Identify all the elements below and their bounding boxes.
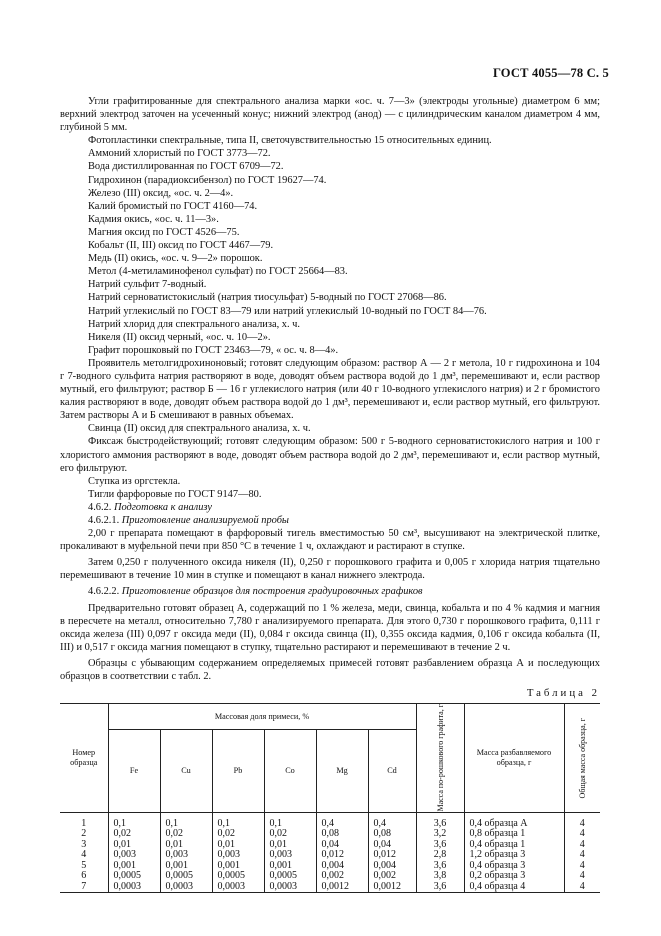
table-cell: 0,02 <box>160 829 212 840</box>
table-cell: 0,003 <box>108 850 160 861</box>
table-cell: 0,0003 <box>212 882 264 893</box>
section-number: 4.6.2. <box>88 501 112 513</box>
table-cell: 0,0005 <box>108 871 160 882</box>
table-cell: 0,003 <box>264 850 316 861</box>
table-cell: 0,04 <box>316 840 368 851</box>
table-cell: 0,4 образца 1 <box>464 840 564 851</box>
table-cell: 0,004 <box>368 861 416 872</box>
section-heading <box>60 514 600 527</box>
table-cell: 0,0012 <box>368 882 416 893</box>
table-cell: 0,012 <box>316 850 368 861</box>
table-cell: 0,1 <box>108 812 160 829</box>
table-caption: Таблица 2 <box>526 687 600 700</box>
table-cell: 4 <box>564 861 600 872</box>
table-cell: 0,08 <box>368 829 416 840</box>
table-cell: 0,0003 <box>160 882 212 893</box>
paragraph: Натрий хлорид для спектрального анализа, х. ч. <box>88 318 300 330</box>
section-heading <box>60 585 600 598</box>
table-row <box>60 812 600 829</box>
table-cell: 2 <box>81 828 87 840</box>
table-cell: 6 <box>81 870 87 882</box>
table-cell: 0,2 образца 3 <box>464 871 564 882</box>
table-cell: 1,2 образца 3 <box>464 850 564 861</box>
paragraph: Кадмия окись, «ос. ч. 11—3». <box>88 213 219 225</box>
samples-table <box>60 703 600 893</box>
paragraph: Натрий серноватистокислый (натрия тиосульфат) 5-водный по ГОСТ 27068—86. <box>88 292 447 304</box>
table-cell: 4 <box>81 849 87 861</box>
header-cd: Cd <box>368 730 416 812</box>
table-cell: 0,02 <box>212 829 264 840</box>
paragraph: Фиксаж быстродействующий; готовят следующим образом: 500 г 5-водного серноватистокислого натрия и 100 г хлористого аммония растворяют в воде, доводят объем раствора водой до 2 дм³, перемешивают и, если раствор мутный, его фильтруют. <box>60 436 600 474</box>
paragraph: Вода дистиллированная по ГОСТ 6709—72. <box>88 161 284 173</box>
table-cell: 0,004 <box>316 861 368 872</box>
header-mg: Mg <box>316 730 368 812</box>
table-cell: 4 <box>564 850 600 861</box>
table-cell: 0,002 <box>316 871 368 882</box>
table-cell: 0,0005 <box>212 871 264 882</box>
paragraph: Образцы с убывающим содержанием определяемых примесей готовят разбавлением образца А и последующих образцов в соответствии с табл. 2. <box>60 657 600 683</box>
header-total-mass: Общая масса образца, г <box>564 704 600 813</box>
paragraph: Угли графитированные для спектрального анализа марки «ос. ч. 7—3» (электроды угольные) диаметром 6 мм; верхний электрод заточен на усеченный конус; нижний электрод (анод) — с цилиндрическим каналом диаметром 4 мм, глубиной 5 мм. <box>60 96 600 134</box>
table-cell: 0,012 <box>368 850 416 861</box>
table-cell: 3,6 <box>416 861 464 872</box>
page-header: ГОСТ 4055—78 С. 5 <box>492 66 609 80</box>
paragraph: Никеля (II) оксид черный, «ос. ч. 10—2». <box>88 331 271 343</box>
table-cell: 7 <box>60 882 108 893</box>
table-cell: 0,0005 <box>160 871 212 882</box>
table-cell: 0,08 <box>316 829 368 840</box>
paragraph: Свинца (II) оксид для спектрального анализа, х. ч. <box>88 423 311 435</box>
table-cell: 0,001 <box>160 861 212 872</box>
table-cell: 0,1 <box>160 812 212 829</box>
table-cell: 0,002 <box>368 871 416 882</box>
table-cell: 0,001 <box>264 861 316 872</box>
paragraph: Ступка из оргстекла. <box>88 475 181 487</box>
table-cell: 0,003 <box>212 850 264 861</box>
table-cell: 0,02 <box>264 829 316 840</box>
table-cell: 5 <box>81 859 87 871</box>
header-sample-number: Номер образца <box>60 704 108 813</box>
table-cell: 3,8 <box>416 871 464 882</box>
table-cell: 0,001 <box>212 861 264 872</box>
section-number: 4.6.2.2. <box>88 586 120 598</box>
table-cell: 2,8 <box>416 850 464 861</box>
table-cell: 0,0003 <box>108 882 160 893</box>
header-diluted-mass: Масса разбавляемого образца, г <box>464 704 564 813</box>
paragraph: Железо (III) оксид, «ос. ч. 2—4». <box>88 187 234 199</box>
paragraph: Натрий углекислый по ГОСТ 83—79 или натрий углекислый 10-водный по ГОСТ 84—76. <box>88 305 487 317</box>
section-number: 4.6.2.1. <box>88 515 120 526</box>
paragraph: Проявитель метолгидрохиноновый; готовят следующим образом: раствор А — 2 г метола, 10 г гидрохинона и 104 г 7-водного сульфита натрия растворяют в воде, доводят объем раствора водой до 1 дм³, перемешивают и, если раствор мутный, его фильтруют; раствор Б — 16 г углекислого натрия (или 40 г 10-водного углекислого натрия) и 2 г бромистого калия растворяют в воде, доводят объем раствора водой до 1 дм³, перемешивают и, если раствор мутный, его фильтруют. Затем растворы А и Б смешивают в равных объемах. <box>60 357 600 422</box>
header-impurity-group: Массовая доля примеси, % <box>108 704 416 730</box>
table-cell: 0,8 образца 1 <box>464 829 564 840</box>
table-cell: 0,0003 <box>264 882 316 893</box>
header-cu: Cu <box>160 730 212 812</box>
paragraph: Калий бромистый по ГОСТ 4160—74. <box>88 200 258 212</box>
table-cell: 0,4 образца 3 <box>464 861 564 872</box>
table-cell: 3,6 <box>416 840 464 851</box>
paragraph: 2,00 г препарата помещают в фарфоровый тигель вместимостью 50 см³, высушивают на электрической плитке, прокаливают в муфельной печи при 850 °С в течение 1 ч, охлаждают и растирают в ступке. <box>60 528 600 553</box>
paragraph: Медь (II) окись, «ос. ч. 9—2» порошок. <box>88 253 263 265</box>
paragraph: Метол (4-метиламинофенол сульфат) по ГОСТ 25664—83. <box>88 266 348 278</box>
table-cell: 4 <box>564 882 600 893</box>
table-cell: 0,4 <box>368 812 416 829</box>
table-cell: 0,1 <box>212 812 264 829</box>
table-cell: 4 <box>564 829 600 840</box>
table-cell: 4 <box>564 840 600 851</box>
table-cell: 0,0005 <box>264 871 316 882</box>
header-co: Co <box>264 730 316 812</box>
table-cell: 0,1 <box>264 812 316 829</box>
paragraph: Фотопластинки спектральные, типа II, светочувствительностью 15 относительных единиц. <box>88 135 492 147</box>
table-cell: 4 <box>564 812 600 829</box>
table-cell: 0,001 <box>108 861 160 872</box>
header-pb: Pb <box>212 730 264 812</box>
header-graphite-mass: Масса по-рошкового графита, г <box>416 704 464 813</box>
table-cell: 0,02 <box>108 829 160 840</box>
table-cell: 4 <box>564 871 600 882</box>
table-row <box>60 882 600 893</box>
table-cell: 0,4 образца 4 <box>464 882 564 893</box>
paragraph: Кобальт (II, III) оксид по ГОСТ 4467—79. <box>88 240 274 252</box>
paragraph: Графит порошковый по ГОСТ 23463—79, « ос. ч. 8—4». <box>88 344 339 356</box>
section-title: Приготовление анализируемой пробы <box>121 515 289 526</box>
section-heading <box>60 501 600 514</box>
section-title: Подготовка к анализу <box>114 501 212 513</box>
section-title: Приготовление образцов для построения градуировочных графиков <box>121 586 423 598</box>
paragraph: Аммоний хлористый по ГОСТ 3773—72. <box>88 148 271 160</box>
table-cell: 0,0012 <box>316 882 368 893</box>
table-cell: 1 <box>81 817 87 829</box>
document-body <box>60 95 600 893</box>
table-cell: 0,01 <box>108 840 160 851</box>
paragraph: Затем 0,250 г полученного оксида никеля (II), 0,250 г порошкового графита и 0,005 г хлорида натрия тщательно перемешивают в течение 10 мин в ступке и помещают в канал нижнего электрода. <box>60 557 600 582</box>
table-cell: 0,01 <box>264 840 316 851</box>
table-cell: 3,6 <box>416 812 464 829</box>
table-cell: 0,4 образца А <box>464 812 564 829</box>
table-cell: 3 <box>81 838 87 850</box>
table-cell: 0,003 <box>160 850 212 861</box>
table-cell: 3,2 <box>416 829 464 840</box>
paragraph: Гидрохинон (парадиоксибензол) по ГОСТ 19627—74. <box>88 174 327 186</box>
table-cell: 0,04 <box>368 840 416 851</box>
paragraph: Магния оксид по ГОСТ 4526—75. <box>88 226 240 238</box>
paragraph: Предварительно готовят образец А, содержащий по 1 % железа, меди, свинца, кобальта и по 4 % кадмия и магния в пересчете на металл, относительно 7,780 г анализируемого препарата. Для этого 0,730 г порошкового графита, 0,111 г оксида железа (III) 0,097 г оксида меди (II), 0,084 г оксида свинца (II), 0,355 оксида кадмия, 0,106 г оксида кобальта (II, III) и 0,517 г оксида магния помещают в ступку, тщательно растирают и перемешивают в течение 2 ч. <box>60 602 600 653</box>
table-cell: 0,4 <box>316 812 368 829</box>
paragraph: Натрий сульфит 7-водный. <box>88 279 207 291</box>
table-cell: 0,01 <box>160 840 212 851</box>
paragraph: Тигли фарфоровые по ГОСТ 9147—80. <box>88 488 262 500</box>
header-fe: Fe <box>108 730 160 812</box>
table-cell: 0,01 <box>212 840 264 851</box>
table-cell: 3,6 <box>416 882 464 893</box>
